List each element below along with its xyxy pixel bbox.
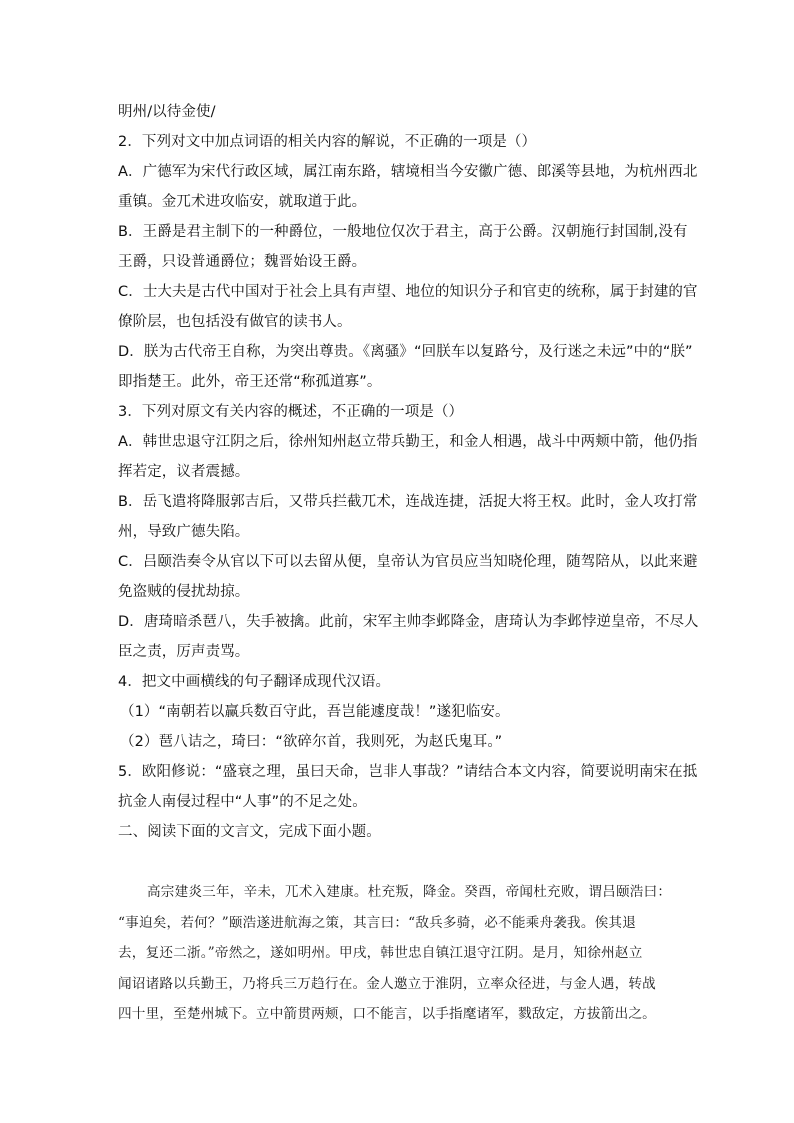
option-d-line-1: D．唐琦暗杀琶八，失手被擒。此前，宋军主帅李邺降金，唐琦认为李邺悖逆皇帝，不尽人 (118, 614, 699, 630)
question-3-stem: 3．下列对原文有关内容的概述，不正确的一项是（） (118, 404, 464, 420)
option-c-line-2: 免盗贼的侵扰劫掠。 (118, 584, 250, 600)
text-line: 明州/以待金使/ (118, 104, 216, 120)
option-d-line-2: 臣之责，厉声责骂。 (118, 644, 250, 660)
option-d-line-2: 即指楚王。此外，帝王还常“称孤道寡”。 (118, 374, 382, 390)
option-c-line-1: C．士大夫是古代中国对于社会上具有声望、地位的知识分子和官吏的统称，属于封建的官 (118, 284, 698, 300)
classical-chinese-passage (118, 877, 678, 1030)
question-2-stem: 2．下列对文中加点词语的相关内容的解说，不正确的一项是（） (118, 134, 537, 150)
option-b-line-2: 州，导致广德失陷。 (118, 524, 250, 540)
option-a-line-2: 挥若定，议者震撼。 (118, 464, 250, 480)
option-b-line-2: 王爵，只设普通爵位；魏晋始设王爵。 (118, 254, 367, 270)
question-5-stem-line-2: 抗金人南侵过程中“人事”的不足之处。 (118, 794, 367, 810)
question-5-stem-line-1: 5．欧阳修说：“盛衰之理，虽曰天命，岂非人事哉？”请结合本文内容，简要说明南宋在抵 (118, 764, 698, 780)
question-4-item-1: （1）“南朝若以赢兵数百守此，吾岂能遽度哉！”遂犯临安。 (120, 704, 510, 720)
option-b-line-1: B．岳飞遣将降服郭吉后，又带兵拦截兀术，连战连捷，活捉大将王权。此时，金人攻打常 (118, 494, 698, 510)
option-a-line-1: A．韩世忠退守江阴之后，徐州知州赵立带兵勤王，和金人相遇，战斗中两颊中箭，他仍指 (118, 434, 698, 450)
question-section (118, 97, 699, 847)
passage-line: 去，复还二浙。”帝然之，遂如明州。甲戌，韩世忠自镇江退守江阴。是月，知徐州赵立 (118, 945, 643, 961)
question-4-stem: 4．把文中画横线的句子翻译成现代汉语。 (118, 674, 391, 690)
option-b-line-1: B．王爵是君主制下的一种爵位，一般地位仅次于君主，高于公爵。汉朝施行封国制,没有 (118, 224, 688, 240)
section-heading: 二、阅读下面的文言文，完成下面小题。 (118, 824, 381, 840)
passage-line: 四十里，至楚州城下。立中箭贯两颊，口不能言，以手指麾诸军，戮敌定，方拔箭出之。 (118, 1006, 656, 1022)
option-a-line-1: A．广德军为宋代行政区域，属江南东路，辖境相当今安徽广德、郎溪等县地，为杭州西北 (118, 164, 698, 180)
question-4-item-2: （2）琶八诘之，琦曰：“欲碎尔首，我则死，为赵氏鬼耳。” (120, 734, 503, 750)
option-c-line-1: C．吕颐浩奏令从官以下可以去留从便，皇帝认为官员应当知晓伦理，随驾陪从，以此来避 (118, 554, 698, 570)
option-a-line-2: 重镇。金兀术进攻临安，就取道于此。 (118, 194, 367, 210)
option-d-line-1: D．朕为古代帝王自称，为突出尊贵。《离骚》“回朕车以复路兮，及行迷之未远”中的“朕” (118, 344, 693, 360)
passage-line: “事迫矣，若何？”颐浩遂进航海之策，其言曰：“敌兵多骑，必不能乘舟袭我。俟其退 (118, 914, 637, 931)
option-c-line-2: 僚阶层，也包括没有做官的读书人。 (118, 314, 352, 330)
passage-line: 闻诏诸路以兵勤王，乃将兵三万趋行在。金人邀立于淮阴，立率众径进，与金人遇，转战 (118, 975, 656, 992)
passage-line: 高宗建炎三年，辛未，兀术入建康。杜充叛，降金。癸酉，帝闻杜充败，谓吕颐浩曰： (147, 884, 672, 900)
